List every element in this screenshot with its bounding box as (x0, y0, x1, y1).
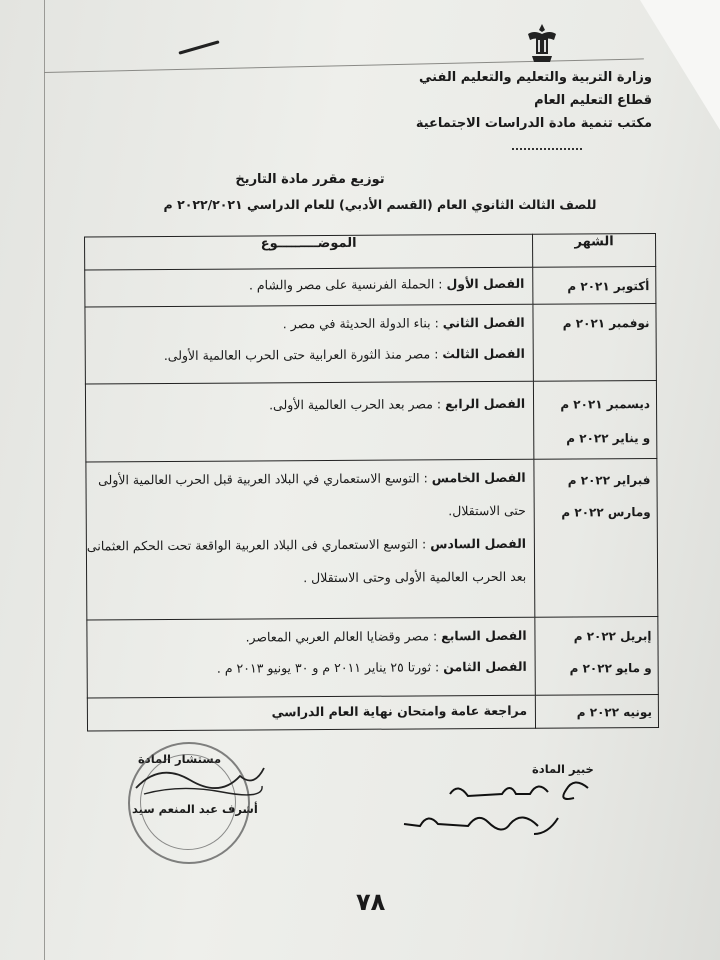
topic-cell (86, 459, 535, 620)
topic-line: بعد الحرب العالمية الأولى وحتى الاستقلال . (303, 568, 527, 586)
pen-mark (178, 40, 219, 54)
topic-line: الفصل السادس : التوسع الاستعماري فى البلاد العربية الواقعة تحت الحكم العثمانى (86, 535, 527, 554)
table-header-row (85, 234, 656, 270)
page-number: ٧٨ (356, 888, 386, 916)
table-row (87, 694, 658, 730)
header-separator (512, 148, 582, 150)
office-name: مكتب تنمية مادة الدراسات الاجتماعية (415, 116, 652, 131)
topic-line: الفصل الخامس : التوسع الاستعماري في البلاد العربية قبل الحرب العالمية الأولى (98, 469, 526, 488)
topic-line: الفصل الثاني : بناء الدولة الحديثة في مصر . (282, 314, 525, 332)
topic-cell (85, 267, 533, 307)
topic-cell (85, 304, 534, 384)
topic-column-header: الموضـــــــــوع (85, 234, 533, 270)
month-cell: ديسمبر ٢٠٢١ م و يناير ٢٠٢٢ م (534, 381, 657, 460)
eagle-emblem-icon (524, 22, 560, 64)
table-row (85, 267, 656, 307)
topic-line: الفصل الأول : الحملة الفرنسية على مصر والشام . (248, 275, 525, 293)
month-column-header: الشهر (533, 234, 656, 268)
sector-name: قطاع التعليم العام (534, 93, 652, 108)
table-row (87, 616, 658, 697)
document-title: توزيع مقرر مادة التاريخ (235, 172, 385, 187)
topic-line: حتى الاستقلال. (448, 502, 526, 519)
subject-expert-title: خبير المادة (532, 762, 594, 776)
topic-cell (87, 617, 536, 698)
month-cell: إبريل ٢٠٢٢ م و مايو ٢٠٢٢ م (535, 616, 658, 695)
ministry-header (352, 66, 652, 135)
topic-line: الفصل الثالث : مصر منذ الثورة العرابية حتى الحرب العالمية الأولى. (163, 345, 525, 364)
month-cell: أكتوبر ٢٠٢١ م (533, 267, 656, 305)
document-subtitle: للصف الثالث الثانوي العام (القسم الأدبي) للعام الدراسي ٢٠٢٢/٢٠٢١ م (163, 197, 597, 212)
topic-cell (87, 695, 535, 731)
margin-line (44, 0, 45, 960)
table-row (85, 381, 656, 462)
topic-line: الفصل السابع : مصر وقضايا العالم العربي المعاصر. (245, 627, 527, 645)
expert-signature (398, 768, 598, 848)
topic-line: الفصل الرابع : مصر بعد الحرب العالمية الأولى. (269, 395, 526, 413)
topic-line: الفصل الثامن : ثورتا ٢٥ يناير ٢٠١١ م و ٣٠ يونيو ٢٠١٣ م . (216, 658, 527, 676)
table-row (85, 304, 656, 384)
subject-advisor-name: أشرف عبد المنعم سيد (132, 802, 258, 816)
month-cell: يونيه ٢٠٢٢ م (535, 694, 658, 728)
advisor-signature (130, 758, 270, 802)
folded-corner (640, 0, 720, 130)
curriculum-table (84, 233, 659, 731)
table-row (86, 458, 658, 619)
subject-advisor-title: مستشار المادة (138, 752, 222, 766)
month-cell: فبراير ٢٠٢٢ م ومارس ٢٠٢٢ م (534, 458, 658, 617)
month-cell: نوفمبر ٢٠٢١ م (533, 304, 656, 382)
topic-line: مراجعة عامة وامتحان نهاية العام الدراسي (271, 702, 528, 720)
topic-cell (85, 381, 534, 462)
ministry-name: وزارة التربية والتعليم والتعليم الفني (419, 70, 652, 85)
